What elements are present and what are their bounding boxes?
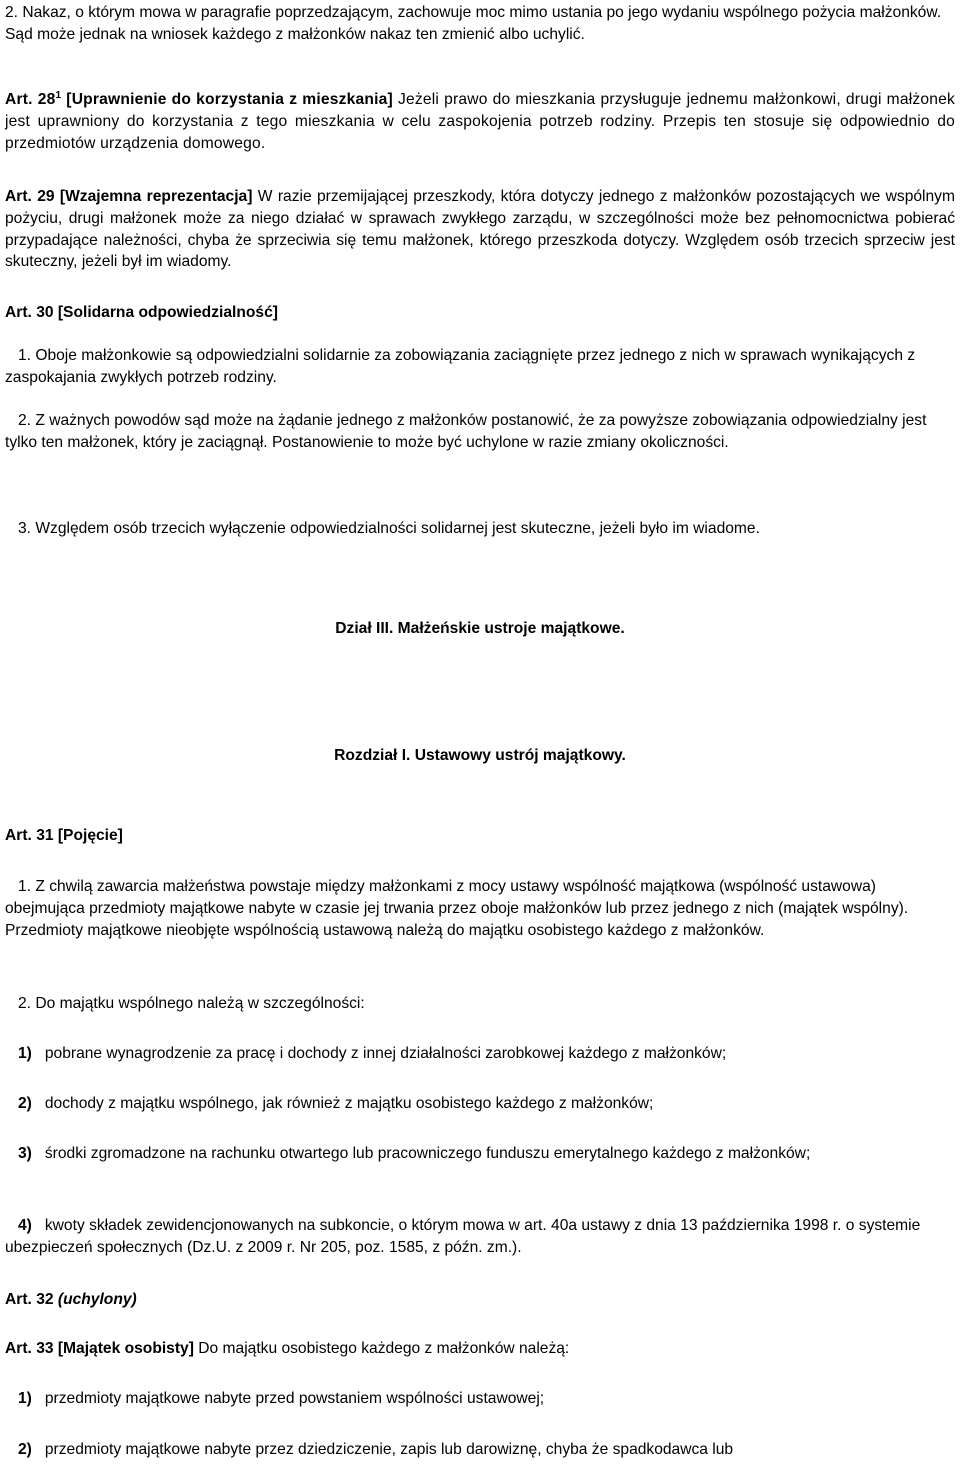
article-28-text: Jeżeli prawo do mieszkania przysługuje jednemu małżonkowi, drugi małżonek jest uprawniony do korzystania z tego mieszkania w celu zaspokojenia potrzeb rodziny. Przepis ten stosuje się odpowiednio do przedmiotów urządzenia domowego.	[5, 91, 956, 152]
list-item-number: 3)	[18, 1145, 32, 1162]
list-item-33-1	[5, 1388, 955, 1410]
list-item-text: przedmioty majątkowe nabyte przed powstaniem wspólności ustawowej;	[44, 1390, 545, 1407]
article-31-paragraph-2	[5, 993, 955, 1015]
article-28-label: Art. 28	[5, 91, 56, 108]
list-item-33-2	[5, 1439, 955, 1461]
article-28	[5, 89, 955, 154]
article-29-title: [Wzajemna reprezentacja]	[59, 188, 253, 205]
list-item-text: przedmioty majątkowe nabyte przez dziedziczenie, zapis lub darowiznę, chyba że spadkodawca lub	[44, 1441, 734, 1458]
paragraph-text: 1. Oboje małżonkowie są odpowiedzialni solidarnie za zobowiązania zaciągnięte przez jednego z nich w sprawach wynikających z zaspokajania zwykłych potrzeb rodziny.	[5, 347, 916, 386]
article-30-paragraph-3	[5, 518, 955, 540]
article-29-text: W razie przemijającej przeszkody, która dotyczy jednego z małżonków pozostających we wspólnym pożyciu, drugi małżonek może za niego działać w sprawach zwykłego zarządu, w szczególności może bez pełnomocnictwa pobierać przypadające należności, chyba że sprzeciwia się temu małżonek, którego przeszkoda dotyczy. Względem osób trzecich sprzeciw jest skuteczny, jeżeli był im wiadomy.	[5, 188, 955, 271]
list-item-text: środki zgromadzone na rachunku otwartego lub pracowniczego funduszu emerytalnego każdego z małżonków;	[44, 1145, 811, 1162]
list-item-number: 2)	[18, 1441, 32, 1458]
paragraph-text: 1. Z chwilą zawarcia małżeństwa powstaje między małżonkami z mocy ustawy wspólność majątkowa (wspólność ustawowa) obejmująca przedmioty majątkowe nabyte w czasie jej trwania przez oboje małżonków lub przez jednego z nich (majątek wspólny). Przedmioty majątkowe nieobjęte wspólnością ustawową należą do majątku osobistego każdego z małżonków.	[5, 878, 909, 939]
list-item-text: dochody z majątku wspólnego, jak również z majątku osobistego każdego z małżonków;	[44, 1095, 654, 1112]
paragraph-text: 2. Z ważnych powodów sąd może na żądanie jednego z małżonków postanowić, że za powyższe zobowiązania odpowiedzialny jest tylko ten małżonek, który je zaciągnął. Postanowienie to może być uchylone w razie zmiany okoliczności.	[5, 412, 927, 451]
list-item-2	[5, 1093, 955, 1115]
article-31-heading: Art. 31 [Pojęcie]	[5, 827, 123, 844]
list-item-number: 4)	[18, 1217, 32, 1234]
paragraph-text: 2. Do majątku wspólnego należą w szczególności:	[18, 995, 365, 1012]
article-28-superscript: 1	[55, 90, 62, 101]
article-33-title: Art. 33 [Majątek osobisty]	[5, 1340, 194, 1357]
list-item-number: 1)	[18, 1045, 32, 1062]
list-item-1	[5, 1043, 955, 1065]
paragraph-text: 2. Nakaz, o którym mowa w paragrafie poprzedzającym, zachowuje moc mimo ustania po jego wydaniu wspólnego pożycia małżonków. Sąd może jednak na wniosek każdego z małżonków nakaz ten zmienić albo uchylić.	[5, 4, 942, 43]
article-32	[5, 1289, 955, 1311]
article-33	[5, 1338, 955, 1360]
list-item-text: kwoty składek zewidencjonowanych na subkoncie, o którym mowa w art. 40a ustawy z dnia 13 października 1998 r. o systemie ubezpieczeń społecznych (Dz.U. z 2009 r. Nr 205, poz. 1585, z późn. zm.).	[5, 1217, 921, 1256]
paragraph-text: 3. Względem osób trzecich wyłączenie odpowiedzialności solidarnej jest skuteczne, jeżeli było im wiadome.	[18, 520, 760, 537]
article-31-paragraph-1	[5, 876, 955, 941]
division-heading: Dział III. Małżeńskie ustroje majątkowe.	[335, 620, 625, 637]
paragraph-art27-2	[5, 2, 955, 46]
article-30-heading: Art. 30 [Solidarna odpowiedzialność]	[5, 304, 278, 321]
article-29-label: Art. 29	[5, 188, 55, 205]
article-30-paragraph-1	[5, 345, 955, 389]
article-28-title: [Uprawnienie do korzystania z mieszkania]	[66, 91, 393, 108]
list-item-3	[5, 1143, 955, 1165]
list-item-number: 1)	[18, 1390, 32, 1407]
list-item-text: pobrane wynagrodzenie za pracę i dochody z innej działalności zarobkowej każdego z małżonków;	[44, 1045, 727, 1062]
article-32-label: Art. 32	[5, 1291, 54, 1308]
chapter-heading: Rozdział I. Ustawowy ustrój majątkowy.	[334, 747, 626, 764]
list-item-number: 2)	[18, 1095, 32, 1112]
article-33-text: Do majątku osobistego każdego z małżonków należą:	[198, 1340, 570, 1357]
article-29	[5, 186, 955, 273]
list-item-4	[5, 1215, 955, 1259]
article-30-paragraph-2	[5, 410, 955, 454]
article-32-status: (uchylony)	[57, 1291, 137, 1308]
